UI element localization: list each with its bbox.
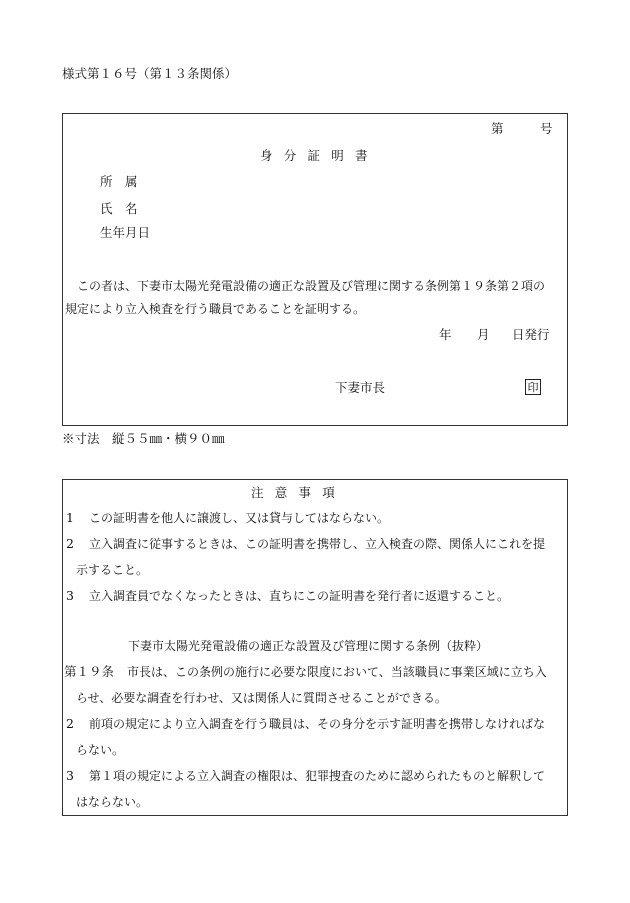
- note-1-text: この証明書を他人に譲渡し、又は貸与してはならない。: [89, 511, 390, 525]
- note-3-text: 立入調査員でなくなったときは、直ちにこの証明書を発行者に返還すること。: [89, 589, 510, 603]
- certificate-body-line1: この者は、下妻市太陽光発電設備の適正な設置及び管理に関する条例第１９条第２項の: [77, 279, 546, 293]
- issue-date-day: 日発行: [512, 327, 550, 342]
- seal-stamp: [525, 379, 541, 395]
- certificate-box: [62, 113, 568, 426]
- article-2-text: 前項の規定により立入調査を行う職員は、その身分を示す証明書を携帯しなければな: [89, 717, 546, 731]
- article-19-text-cont: らせ、必要な調査を行わせ、又は関係人に質問させることができる。: [76, 691, 447, 705]
- certificate-number-prefix: 第: [491, 121, 504, 136]
- article-19-text: 市長は、この条例の施行に必要な限度において、当該職員に事業区域に立ち入: [127, 665, 547, 679]
- note-2-num: 2: [66, 536, 74, 551]
- note-2-text: 立入調査に従事するときは、この証明書を携帯し、立入検査の際、関係人にこれを提: [89, 537, 546, 551]
- dob-label: 生年月日: [100, 225, 151, 240]
- note-1-num: 1: [66, 510, 74, 525]
- issue-date-month: 月: [477, 327, 490, 342]
- form-number: 様式第１６号（第１３条関係）: [62, 66, 238, 81]
- article-3-num: 3: [66, 768, 74, 783]
- article-3-text: 第１項の規定による立入調査の権限は、犯罪捜査のために認められたものと解釈して: [89, 769, 546, 783]
- excerpt-title: 下妻市太陽光発電設備の適正な設置及び管理に関する条例（抜粋）: [128, 639, 489, 653]
- affiliation-label: 所 属: [100, 174, 138, 189]
- note-3-num: 3: [66, 588, 74, 603]
- article-2-text-cont: らない。: [76, 743, 125, 757]
- seal-icon: 印: [527, 380, 539, 394]
- note-2-text-cont: 示すること。: [76, 563, 149, 577]
- article-3-text-cont: はならない。: [76, 795, 149, 809]
- certificate-body-line2: 規定により立入検査を行う職員であることを証明する。: [65, 302, 366, 316]
- name-label: 氏 名: [100, 201, 138, 216]
- article-2-num: 2: [66, 716, 74, 731]
- dimensions-note: ※寸法 縦５５㎜・横９０㎜: [62, 431, 225, 446]
- article-19-num: 第１９条: [64, 664, 115, 679]
- certificate-number-suffix: 号: [540, 121, 553, 136]
- issuer-name: 下妻市長: [335, 380, 386, 395]
- certificate-title: 身分証明書: [260, 148, 379, 163]
- notes-box: [62, 479, 568, 816]
- issue-date-year: 年: [439, 327, 452, 342]
- notes-title: 注意事項: [251, 485, 347, 500]
